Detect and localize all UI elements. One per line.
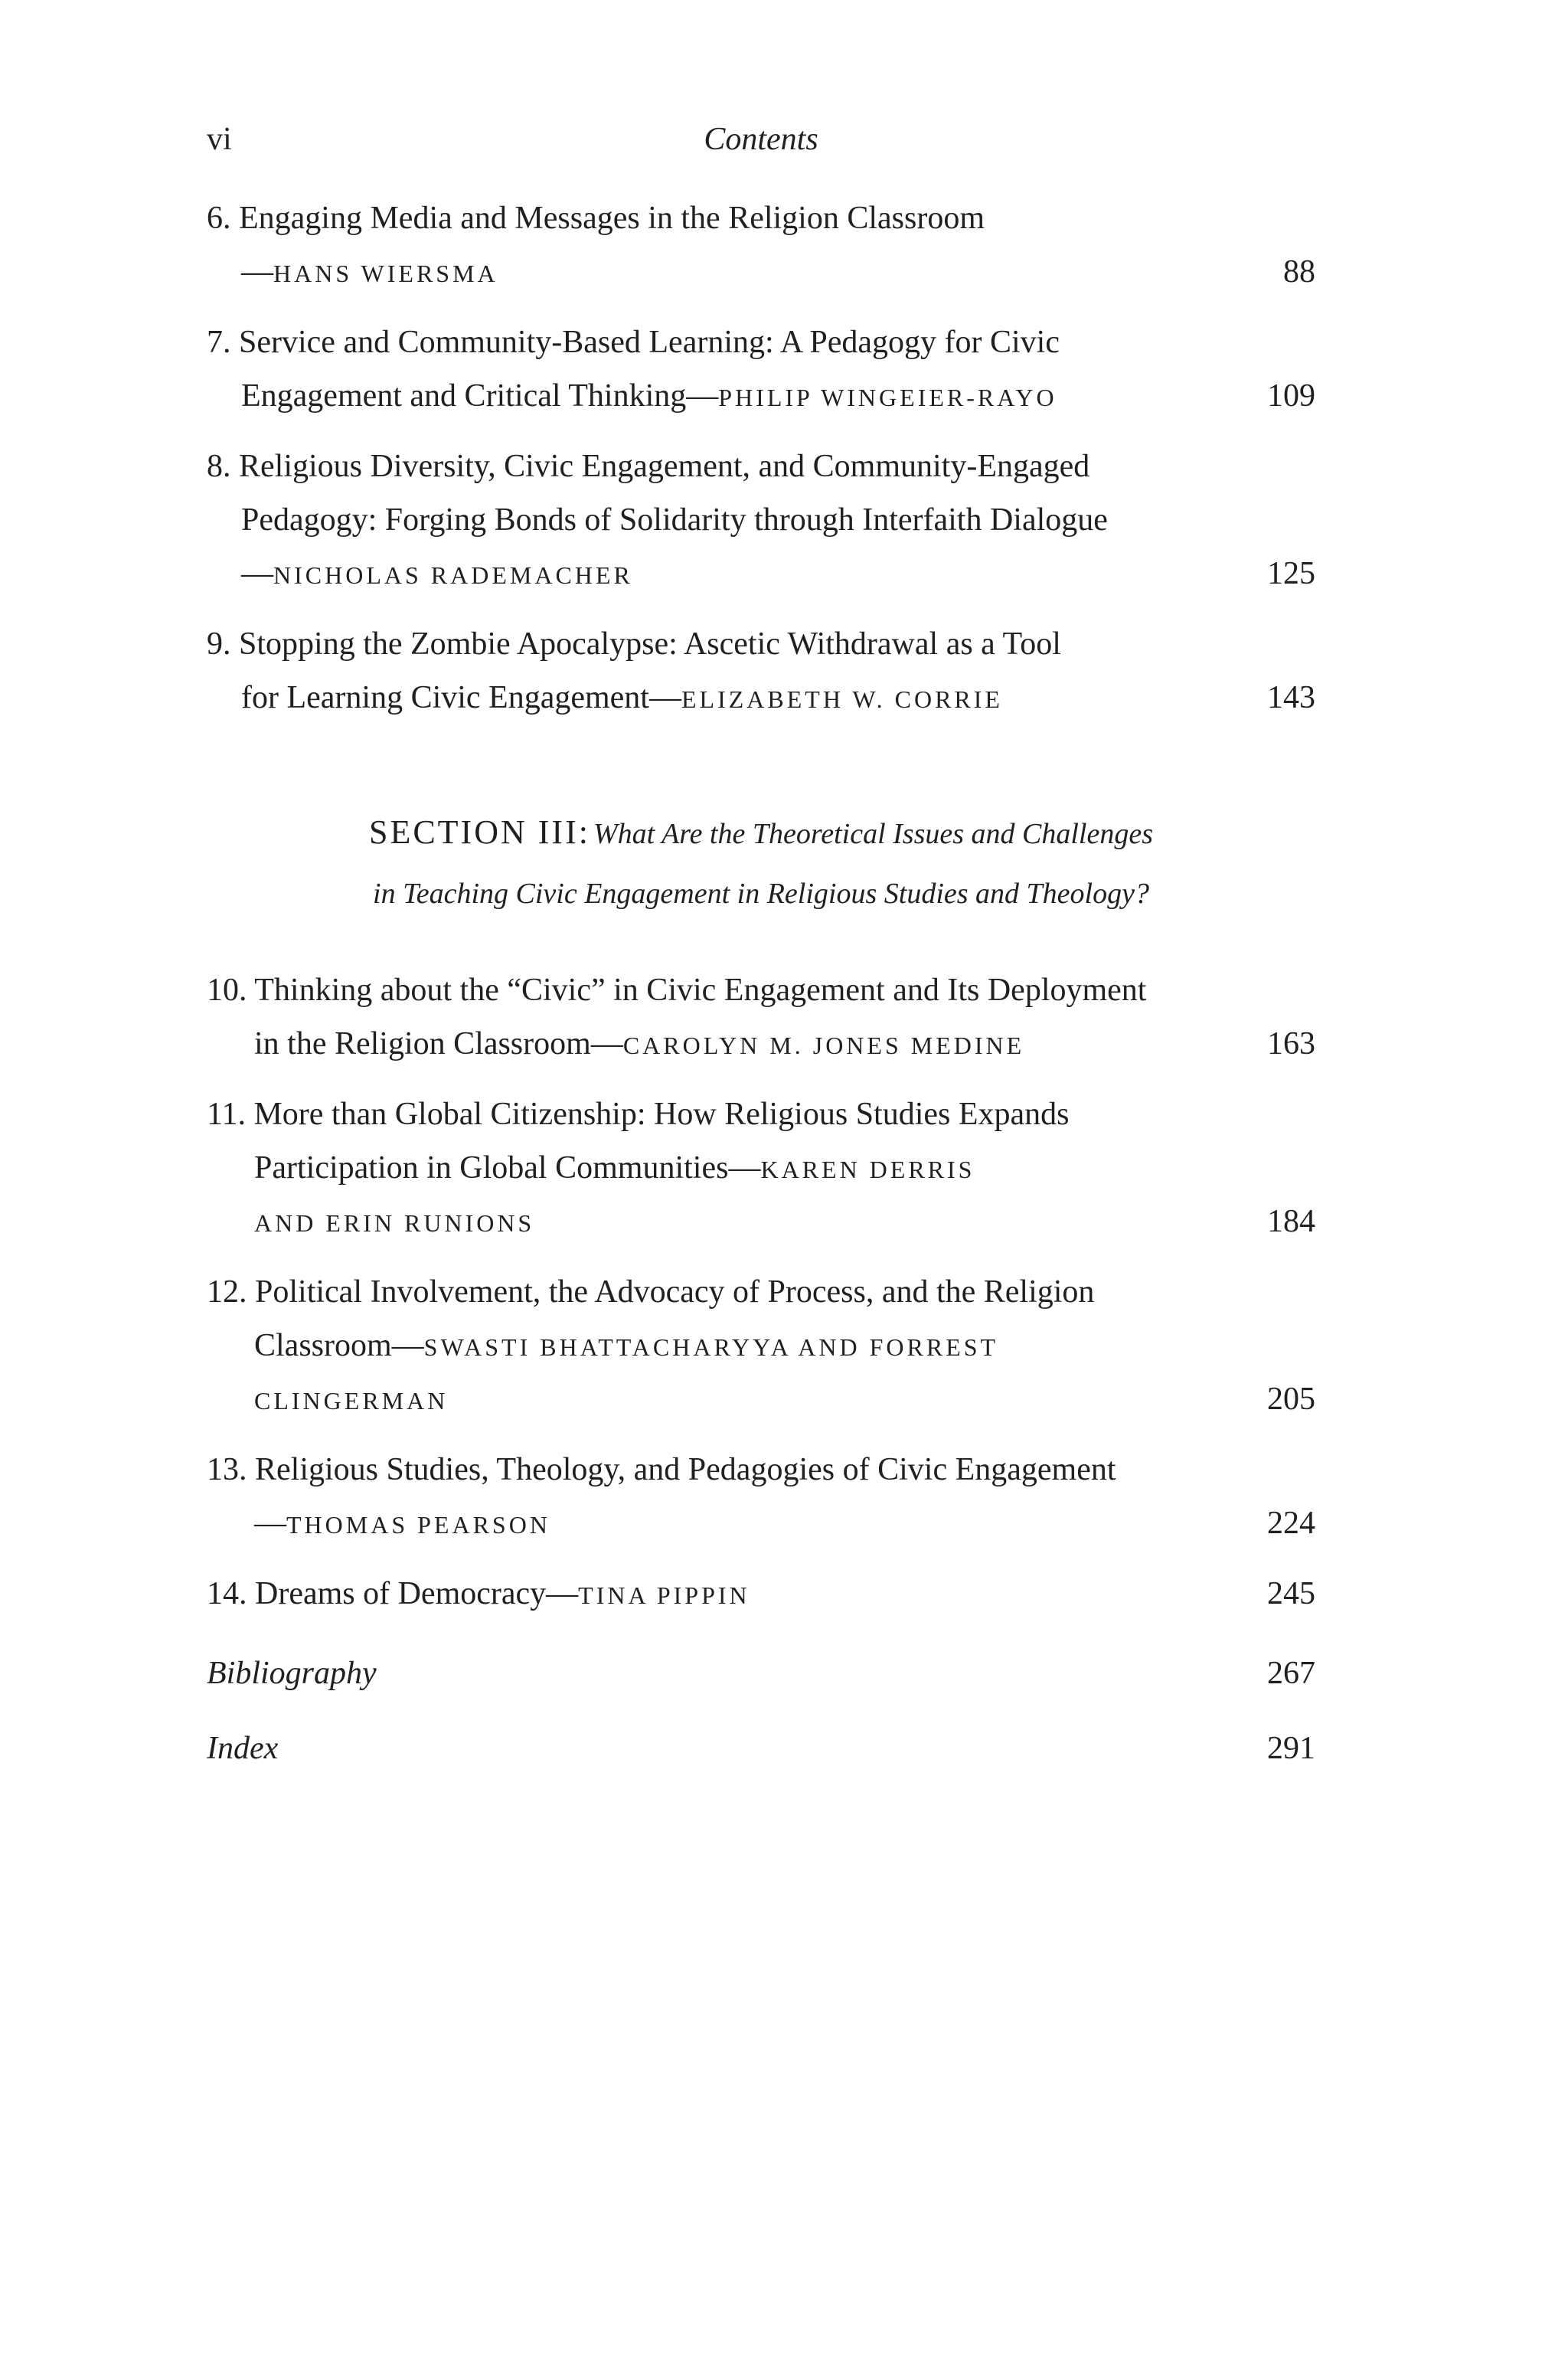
toc-entry — [207, 316, 1315, 423]
chapter-author: PHILIP WINGEIER-RAYO — [718, 384, 1057, 411]
page-number: 291 — [1267, 1731, 1315, 1766]
toc-top-list — [207, 191, 1315, 741]
section-title-line1: What Are the Theoretical Issues and Challenges — [593, 818, 1154, 850]
page-number: 224 — [1267, 1506, 1315, 1541]
toc-entry-line — [207, 1496, 1315, 1550]
toc-entry-line — [207, 191, 1315, 245]
back-matter-index — [207, 1722, 1315, 1797]
page-number: 245 — [1267, 1576, 1315, 1611]
back-matter-label: Index — [207, 1731, 279, 1766]
chapter-author: SWASTI BHATTACHARYYA AND FORREST — [423, 1333, 999, 1361]
chapter-title: 6. Engaging Media and Messages in the Religion Classroom — [207, 201, 985, 236]
toc-entry — [207, 963, 1315, 1071]
toc-entry-line — [207, 369, 1315, 423]
chapter-title: 13. Religious Studies, Theology, and Pedagogies of Civic Engagement — [207, 1452, 1116, 1487]
chapter-title: 10. Thinking about the “Civic” in Civic Engagement and Its Deployment — [207, 973, 1147, 1008]
section-label: SECTION III: — [368, 813, 590, 851]
chapter-title-continued: Classroom— — [254, 1328, 424, 1363]
page-number: 205 — [1267, 1382, 1315, 1417]
toc-entry-line — [207, 440, 1315, 493]
chapter-title: 7. Service and Community-Based Learning: A Pedagogy for Civic — [207, 325, 1060, 360]
page-number: 143 — [1267, 680, 1315, 715]
chapter-title: 9. Stopping the Zombie Apocalypse: Ascetic Withdrawal as a Tool — [207, 626, 1061, 662]
chapter-title-continued: Engagement and Critical Thinking— — [241, 378, 719, 414]
back-matter-bibliography — [207, 1647, 1315, 1722]
chapter-author: AND ERIN RUNIONS — [254, 1209, 535, 1237]
toc-entry — [207, 1088, 1315, 1248]
section-title-line2: in Teaching Civic Engagement in Religious Studies and Theology? — [373, 878, 1149, 910]
toc-entry-line — [207, 316, 1315, 369]
chapter-title-continued: — — [241, 254, 273, 289]
chapter-author: CAROLYN M. JONES MEDINE — [622, 1032, 1025, 1059]
toc-entry-line — [207, 1017, 1315, 1071]
toc-entry-line — [207, 963, 1315, 1017]
chapter-author: CLINGERMAN — [254, 1387, 449, 1415]
page-number: 184 — [1267, 1204, 1315, 1239]
toc-entry — [207, 1443, 1315, 1550]
running-title: Contents — [704, 122, 818, 157]
chapter-author: KAREN DERRIS — [760, 1156, 975, 1183]
chapter-title: 14. Dreams of Democracy— — [207, 1576, 579, 1611]
chapter-title-continued: — — [254, 1506, 286, 1541]
toc-entry-line — [207, 1443, 1315, 1496]
chapter-title-continued: Pedagogy: Forging Bonds of Solidarity through Interfaith Dialogue — [241, 502, 1108, 538]
toc-entry-line — [207, 617, 1315, 671]
chapter-title: 11. More than Global Citizenship: How Religious Studies Expands — [207, 1097, 1070, 1132]
chapter-author: THOMAS PEARSON — [286, 1511, 550, 1539]
chapter-author: NICHOLAS RADEMACHER — [273, 561, 633, 589]
back-matter — [207, 1647, 1315, 1797]
toc-entry — [207, 1265, 1315, 1426]
chapter-author: HANS WIERSMA — [273, 260, 498, 287]
toc-entry — [207, 440, 1315, 600]
back-matter-label: Bibliography — [207, 1656, 377, 1691]
toc-entry-line — [207, 1372, 1315, 1426]
toc-entry-line — [207, 1195, 1315, 1248]
page-number: 267 — [1267, 1656, 1315, 1691]
toc-entry-line — [207, 1088, 1315, 1141]
chapter-author: TINA PIPPIN — [578, 1581, 750, 1609]
running-head — [207, 121, 1315, 164]
chapter-title-continued: — — [241, 556, 273, 591]
toc-entry-line — [207, 1141, 1315, 1195]
toc-bottom-list — [207, 963, 1315, 1637]
toc-entry-line — [207, 547, 1315, 600]
toc-entry-line — [207, 671, 1315, 724]
chapter-title-continued: in the Religion Classroom— — [254, 1026, 623, 1061]
chapter-title-continued: for Learning Civic Engagement— — [241, 680, 681, 715]
toc-entry-line — [207, 245, 1315, 299]
toc-entry — [207, 191, 1315, 299]
chapter-title: 12. Political Involvement, the Advocacy of Process, and the Religion — [207, 1274, 1095, 1310]
page-folio: vi — [207, 122, 232, 157]
page-number: 163 — [1267, 1026, 1315, 1061]
toc-entry-line — [207, 493, 1315, 547]
page-number: 109 — [1267, 378, 1315, 414]
section-heading — [207, 806, 1315, 927]
toc-entry — [207, 1567, 1315, 1621]
chapter-author: ELIZABETH W. CORRIE — [681, 685, 1003, 713]
toc-entry-line — [207, 1319, 1315, 1372]
toc-entry-line — [207, 1567, 1315, 1621]
toc-entry-line — [207, 1265, 1315, 1319]
page-number: 88 — [1283, 254, 1315, 289]
page-number: 125 — [1267, 556, 1315, 591]
toc-entry — [207, 617, 1315, 724]
chapter-title-continued: Participation in Global Communities— — [254, 1150, 761, 1186]
chapter-title: 8. Religious Diversity, Civic Engagement, and Community-Engaged — [207, 449, 1090, 484]
